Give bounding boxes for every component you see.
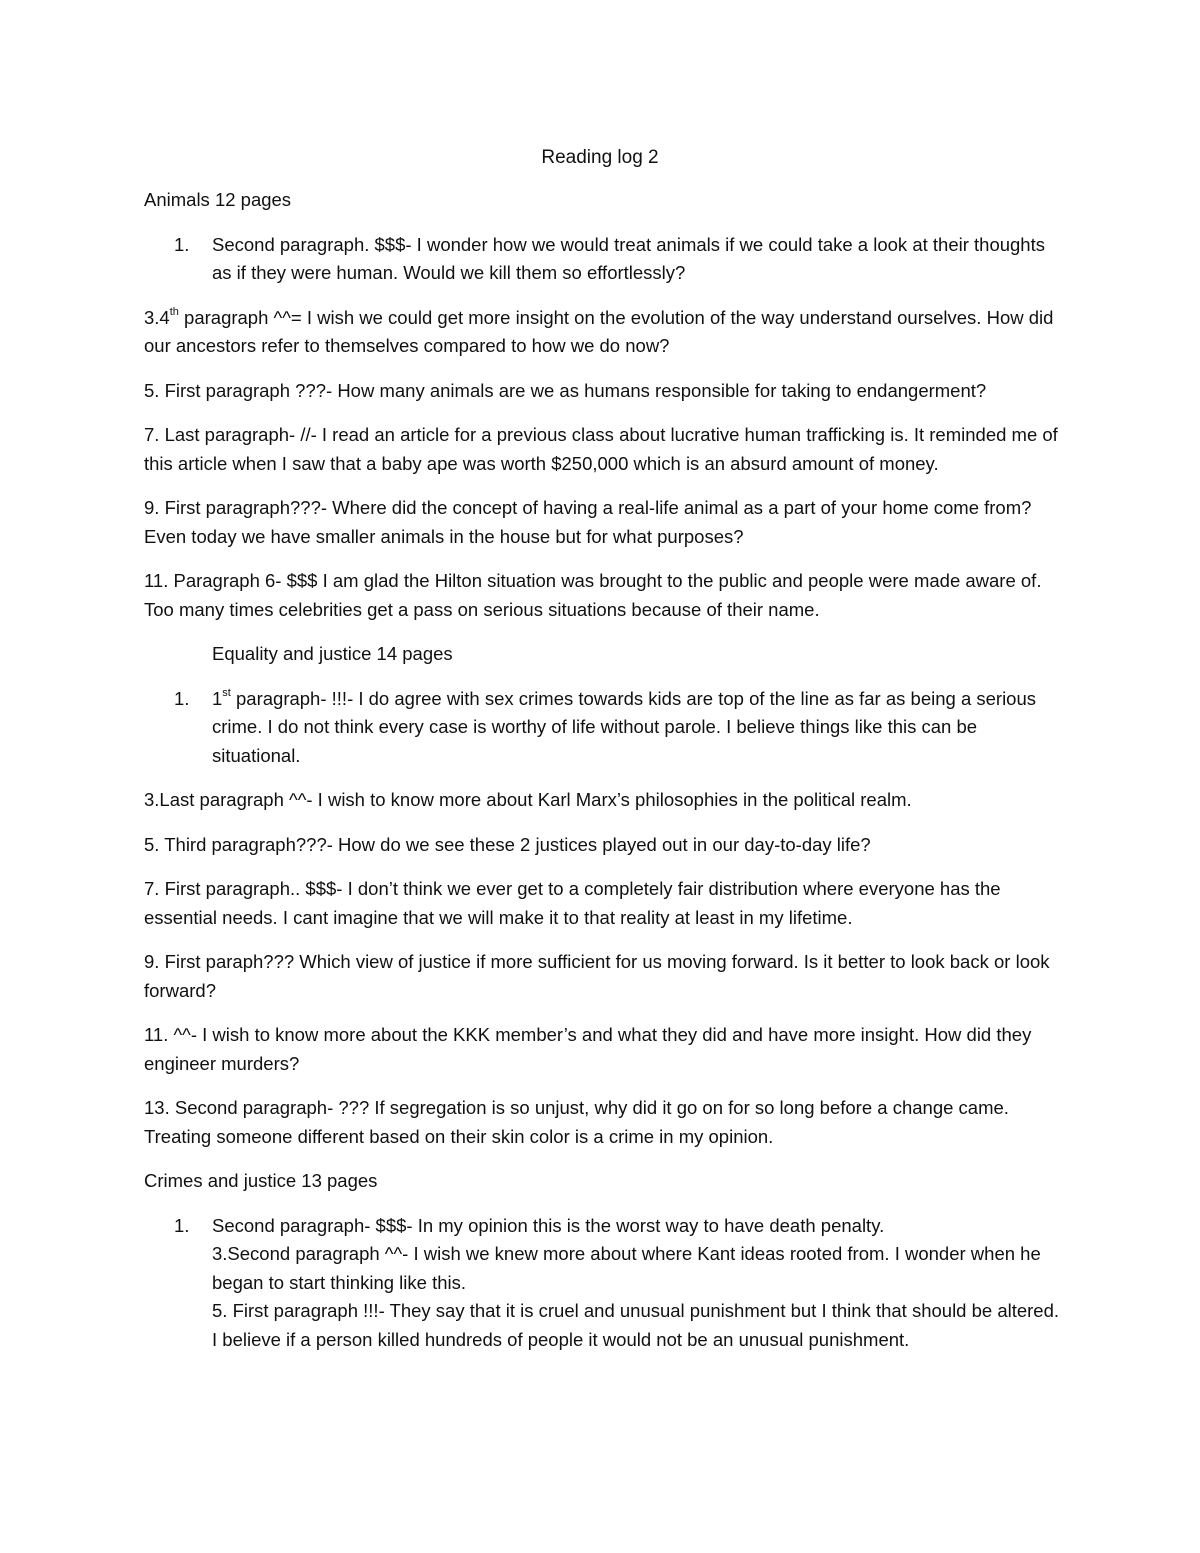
equality-entry-9: 9. First paraph??? Which view of justice if more sufficient for us moving forward. Is it better to look back or look forward? <box>144 951 1050 1001</box>
animals-entry-3 <box>144 304 1064 361</box>
list-number: 1. <box>174 1214 190 1236</box>
list-number: 1. <box>174 233 190 255</box>
equality-entry-7: 7. First paragraph.. $$$- I don’t think we ever get to a completely fair distribution where everyone has the essential needs. I cant imagine that we will make it to that reality at least in my lifetime. <box>144 878 1001 928</box>
animals-entry-7: 7. Last paragraph- //- I read an article for a previous class about lucrative human trafficking is. It reminded me of this article when I saw that a baby ape was worth $250,000 which is an absurd amount of money. <box>144 424 1058 474</box>
animals-entry-5: 5. First paragraph ???- How many animals are we as humans responsible for taking to endangerment? <box>144 379 987 401</box>
equality-entry-1 <box>144 685 1064 771</box>
crimes-entry-5: 5. First paragraph !!!- They say that it is cruel and unusual punishment but I think that should be altered. I believe if a person killed hundreds of people it would not be an unusual punishment. <box>212 1300 1060 1350</box>
entry-text: Second paragraph. $$$- I wonder how we would treat animals if we could take a look at their thoughts as if they were human. Would we kill them so effortlessly? <box>212 233 1045 283</box>
animals-entry-11: 11. Paragraph 6- $$$ I am glad the Hilton situation was brought to the public and people were made aware of. Too many times celebrities get a pass on serious situations because of their name. <box>144 570 1042 620</box>
section-heading-equality-justice: Equality and justice 14 pages <box>212 643 453 664</box>
entry-text: paragraph- !!!- I do agree with sex crimes towards kids are top of the line as far as being a serious crime. I do not think every case is worthy of life without parole. I believe things like this can be situational. <box>212 687 1037 766</box>
equality-entry-11: 11. ^^- I wish to know more about the KKK member’s and what they did and have more insight. How did they engineer murders? <box>144 1024 1032 1074</box>
entry-prefix: 3.4 <box>144 306 170 328</box>
document-body <box>144 186 1064 1354</box>
equality-entry-5: 5. Third paragraph???- How do we see these 2 justices played out in our day-to-day life? <box>144 833 871 855</box>
section-heading-animals: Animals 12 pages <box>144 189 292 210</box>
ordinal-suffix: th <box>169 306 179 319</box>
entry-prefix: 1 <box>212 687 223 709</box>
ordinal-suffix: st <box>222 687 231 700</box>
animals-entry-9: 9. First paragraph???- Where did the concept of having a real-life animal as a part of your home come from? Even today we have smaller animals in the house but for what purposes? <box>144 497 1032 547</box>
entry-text: paragraph ^^= I wish we could get more insight on the evolution of the way understand ourselves. How did our ancestors refer to themselves compared to how we do now? <box>144 306 1054 356</box>
crimes-entry-1 <box>144 1212 1064 1241</box>
crimes-entry-3: 3.Second paragraph ^^- I wish we knew more about where Kant ideas rooted from. I wonder when he began to start thinking like this. <box>212 1243 1041 1293</box>
equality-entry-13: 13. Second paragraph- ??? If segregation is so unjust, why did it go on for so long before a change came. Treating someone different based on their skin color is a crime in my opinion. <box>144 1097 1009 1147</box>
section-heading-crimes-justice: Crimes and justice 13 pages <box>144 1170 378 1191</box>
list-number: 1. <box>174 687 190 709</box>
equality-entry-3: 3.Last paragraph ^^- I wish to know more about Karl Marx’s philosophies in the political realm. <box>144 789 912 810</box>
entry-text: Second paragraph- $$$- In my opinion this is the worst way to have death penalty. <box>212 1214 885 1236</box>
animals-entry-1 <box>144 231 1064 288</box>
document-title: Reading log 2 <box>541 147 659 168</box>
